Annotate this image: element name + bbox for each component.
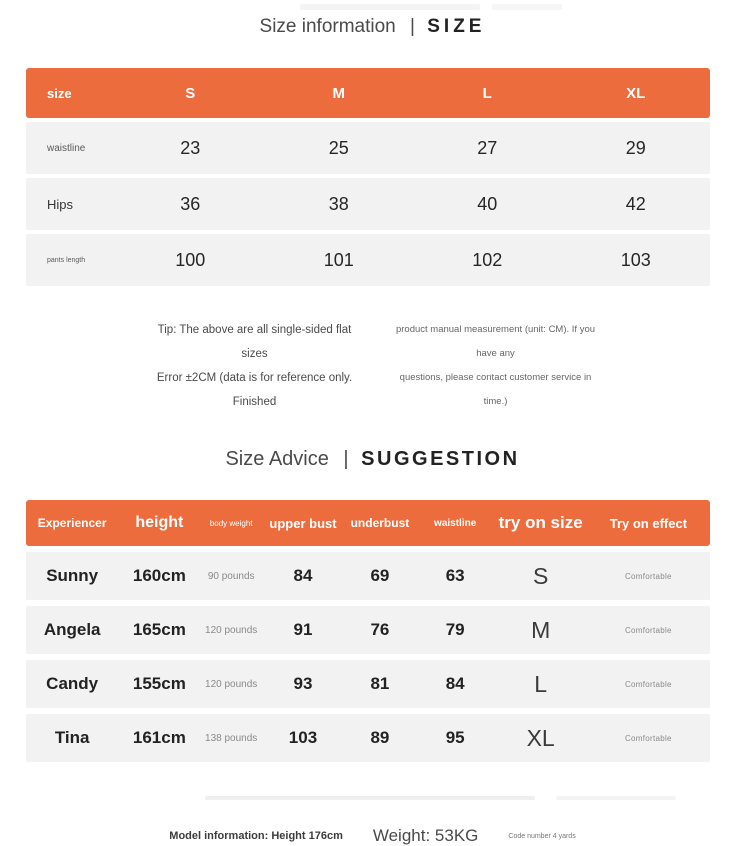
advice-section-title [0, 444, 745, 474]
waistline-cell: 63 [445, 566, 465, 585]
header-height: height [135, 514, 184, 531]
tip-line: Error ±2CM (data is for reference only. Finished [156, 372, 353, 408]
underbust-cell: 76 [370, 620, 390, 639]
header-try-on-effect: Try on effect [609, 515, 688, 531]
top-edge-cutoff-content [300, 4, 480, 10]
header-body-weight: body weight [209, 518, 253, 528]
size-value-cell: 36 [180, 193, 201, 214]
underbust-cell: 69 [370, 566, 390, 585]
row-label: waistline [47, 142, 86, 154]
measurement-tip-note [0, 318, 745, 414]
size-row-pants-length [26, 234, 710, 286]
size-table-header [26, 68, 710, 118]
tip-line: questions, please contact customer service in time.) [399, 372, 592, 407]
header-waistline: waistline [434, 517, 477, 529]
try-on-effect-cell: Comfortable [624, 571, 672, 581]
model-info-bar [0, 826, 745, 846]
underbust-cell: 81 [370, 674, 390, 693]
model-code-text: Code number 4 yards [508, 832, 576, 840]
height-cell: 165cm [132, 620, 186, 639]
size-table-corner-label: size [47, 85, 72, 101]
size-value-cell: 101 [323, 249, 354, 270]
suggestion-table [26, 500, 710, 762]
height-cell: 160cm [132, 566, 186, 585]
row-label: Hips [47, 196, 74, 212]
size-value-cell: 103 [620, 249, 651, 270]
experiencer-cell: Sunny [46, 566, 99, 585]
tip-line: Tip: The above are all single-sided flat sizes [157, 324, 352, 360]
underbust-cell: 89 [370, 728, 390, 747]
body-weight-cell: 120 pounds [205, 624, 258, 636]
body-weight-cell: 120 pounds [205, 678, 258, 690]
title-divider: | [343, 448, 349, 470]
size-value-cell: 27 [477, 137, 498, 158]
size-value-cell: 23 [180, 137, 201, 158]
upper-bust-cell: 84 [293, 566, 313, 585]
size-row-hips [26, 178, 710, 230]
size-value-cell: 25 [328, 137, 349, 158]
header-upper-bust: upper bust [269, 515, 337, 531]
advice-title-emphasis: SUGGESTION [361, 448, 520, 470]
bottom-edge-cutoff-content [205, 796, 535, 800]
size-value-cell: 38 [328, 193, 349, 214]
body-weight-cell: 90 pounds [207, 570, 255, 582]
size-col-xl: XL [626, 84, 646, 102]
try-on-size-cell: L [534, 670, 548, 697]
suggestion-row-sunny [26, 552, 710, 600]
suggestion-table-header [26, 500, 710, 546]
size-table [26, 68, 710, 286]
size-title-emphasis: SIZE [427, 16, 486, 37]
size-col-s: S [185, 84, 196, 102]
header-underbust: underbust [350, 516, 410, 530]
advice-title-text: Size Advice [225, 448, 329, 470]
size-value-cell: 42 [625, 193, 646, 214]
size-title-text: Size information [259, 16, 396, 37]
tip-line: product manual measurement (unit: CM). If you have any [395, 324, 596, 359]
size-row-waistline [26, 122, 710, 174]
tip-note-left [145, 318, 365, 414]
try-on-size-cell: M [531, 616, 551, 643]
size-value-cell: 40 [477, 193, 498, 214]
bottom-edge-cutoff-content [556, 796, 676, 800]
header-try-on-size: try on size [498, 513, 583, 532]
suggestion-row-tina [26, 714, 710, 762]
top-edge-cutoff-content [492, 4, 562, 10]
try-on-size-cell: XL [526, 724, 555, 751]
model-info-text: Model information: Height 176cm [169, 830, 343, 842]
try-on-effect-cell: Comfortable [624, 625, 672, 635]
try-on-effect-cell: Comfortable [624, 679, 672, 689]
title-divider: | [410, 16, 415, 37]
height-cell: 161cm [132, 728, 186, 747]
upper-bust-cell: 93 [293, 674, 313, 693]
size-value-cell: 29 [625, 137, 646, 158]
waistline-cell: 84 [445, 674, 465, 693]
height-cell: 155cm [132, 674, 186, 693]
upper-bust-cell: 91 [293, 620, 313, 639]
body-weight-cell: 138 pounds [205, 732, 258, 744]
experiencer-cell: Angela [43, 620, 101, 639]
model-weight-text: Weight: 53KG [372, 826, 479, 845]
try-on-size-cell: S [532, 562, 549, 589]
waistline-cell: 95 [445, 728, 465, 747]
waistline-cell: 79 [445, 620, 465, 639]
try-on-effect-cell: Comfortable [624, 733, 672, 743]
size-value-cell: 102 [472, 249, 503, 270]
row-label: pants length [47, 256, 86, 264]
size-col-l: L [482, 84, 492, 102]
upper-bust-cell: 103 [288, 728, 318, 747]
size-col-m: M [332, 84, 345, 102]
suggestion-row-candy [26, 660, 710, 708]
suggestion-row-angela [26, 606, 710, 654]
size-value-cell: 100 [175, 249, 206, 270]
experiencer-cell: Candy [46, 674, 99, 693]
experiencer-cell: Tina [54, 728, 90, 747]
tip-note-right [391, 318, 601, 414]
header-experiencer: Experiencer [37, 516, 107, 530]
